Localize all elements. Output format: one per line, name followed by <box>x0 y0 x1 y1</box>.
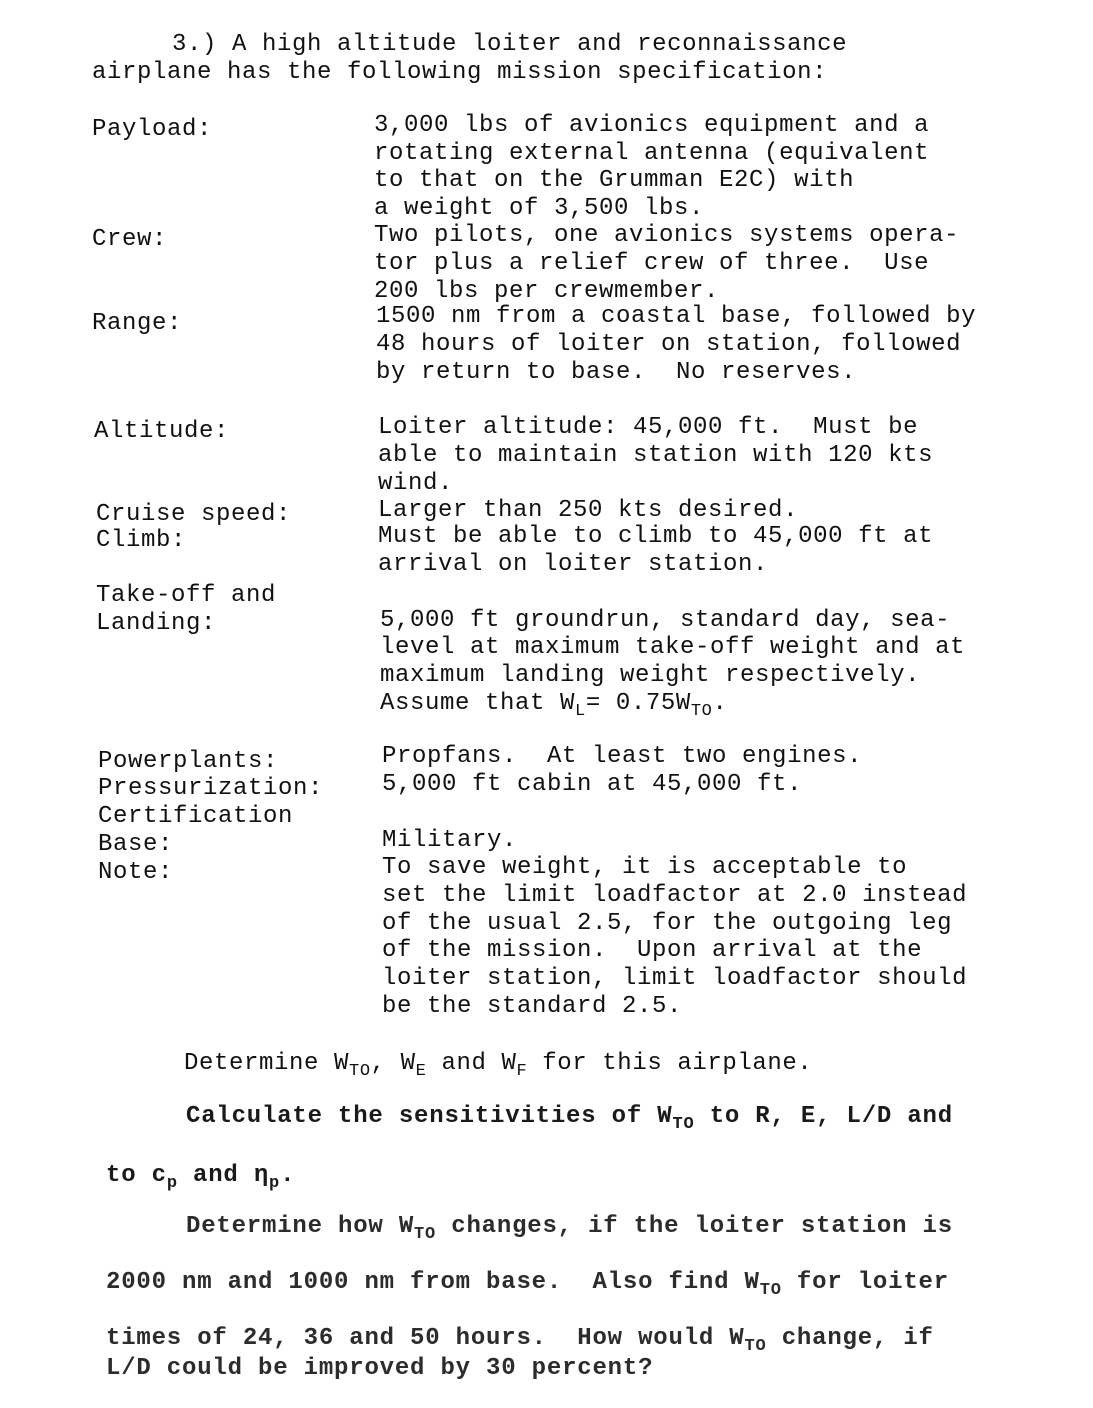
certification-line: Military. <box>382 827 518 854</box>
pressurization-label: Pressurization: <box>98 775 324 802</box>
payload-label: Payload: <box>92 116 213 143</box>
takeoff-line: 5,000 ft groundrun, standard day, sea- <box>380 607 951 634</box>
cruise-speed-label: Cruise speed: <box>96 501 292 528</box>
question-determine-weights: Determine $W_{TO}$, $W_E$ and $W_F$ for this airplane. <box>184 1050 813 1081</box>
crew-line: Two pilots, one avionics systems opera- <box>374 222 960 249</box>
range-line: by return to base. No reserves. <box>376 359 857 386</box>
altitude-label: Altitude: <box>94 418 230 445</box>
note-line: of the mission. Upon arrival at the <box>382 937 923 964</box>
range-line: 1500 nm from a coastal base, followed by <box>376 303 977 330</box>
climb-line: Must be able to climb to 45,000 ft at <box>378 523 934 550</box>
note-line: To save weight, it is acceptable to <box>382 854 908 881</box>
takeoff-assumption: Assume that $W_L= 0.75W_{TO}$. <box>380 690 728 721</box>
payload-line: to that on the Grumman E2C) with <box>374 167 855 194</box>
crew-line: 200 lbs per crewmember. <box>374 278 720 305</box>
certification-base-label: Base: <box>98 831 174 858</box>
note-label: Note: <box>98 859 174 886</box>
landing-label: Landing: <box>96 610 217 637</box>
note-line: loiter station, limit loadfactor should <box>382 965 968 992</box>
payload-line: 3,000 lbs of avionics equipment and a <box>374 112 930 139</box>
takeoff-line: level at maximum take-off weight and at <box>380 634 966 661</box>
climb-line: arrival on loiter station. <box>378 551 769 578</box>
altitude-line: wind. <box>378 470 454 497</box>
problem-intro-line1: 3.) A high altitude loiter and reconnaissance <box>172 31 848 58</box>
powerplants-line: Propfans. At least two engines. <box>382 743 863 770</box>
question-wto-changes-line4: L/D could be improved by 30 percent? <box>106 1355 654 1382</box>
payload-line: a weight of 3,500 lbs. <box>374 195 705 222</box>
note-line: set the limit loadfactor at 2.0 instead <box>382 882 968 909</box>
altitude-line: Loiter altitude: 45,000 ft. Must be <box>378 414 919 441</box>
takeoff-line: maximum landing weight respectively. <box>380 662 921 689</box>
climb-label: Climb: <box>96 527 187 554</box>
problem-intro-line2: airplane has the following mission specification: <box>92 59 828 86</box>
question-wto-changes-line3: times of 24, 36 and 50 hours. How would $W_{TO}$ change, if <box>106 1325 934 1356</box>
altitude-line: able to maintain station with 120 kts <box>378 442 934 469</box>
takeoff-label: Take-off and <box>96 582 277 609</box>
note-line: of the usual 2.5, for the outgoing leg <box>382 910 953 937</box>
range-line: 48 hours of loiter on station, followed <box>376 331 962 358</box>
certification-label: Certification <box>98 803 294 830</box>
crew-line: tor plus a relief crew of three. Use <box>374 250 930 277</box>
cruise-speed-line: Larger than 250 kts desired. <box>378 497 799 524</box>
question-sensitivities-line2: to $c_p$ and $\eta_p$. <box>106 1162 296 1193</box>
question-wto-changes-line1: Determine how $W_{TO}$ changes, if the loiter station is <box>186 1213 953 1244</box>
range-label: Range: <box>92 310 183 337</box>
pressurization-line: 5,000 ft cabin at 45,000 ft. <box>382 771 803 798</box>
powerplants-label: Powerplants: <box>98 748 279 775</box>
note-line: be the standard 2.5. <box>382 993 683 1020</box>
payload-line: rotating external antenna (equivalent <box>374 140 930 167</box>
crew-label: Crew: <box>92 226 168 253</box>
question-wto-changes-line2: 2000 nm and 1000 nm from base. Also find $W_{TO}$ for loiter <box>106 1269 949 1300</box>
question-sensitivities-line1: Calculate the sensitivities of $W_{TO}$ to R, E, L/D and <box>186 1103 953 1134</box>
